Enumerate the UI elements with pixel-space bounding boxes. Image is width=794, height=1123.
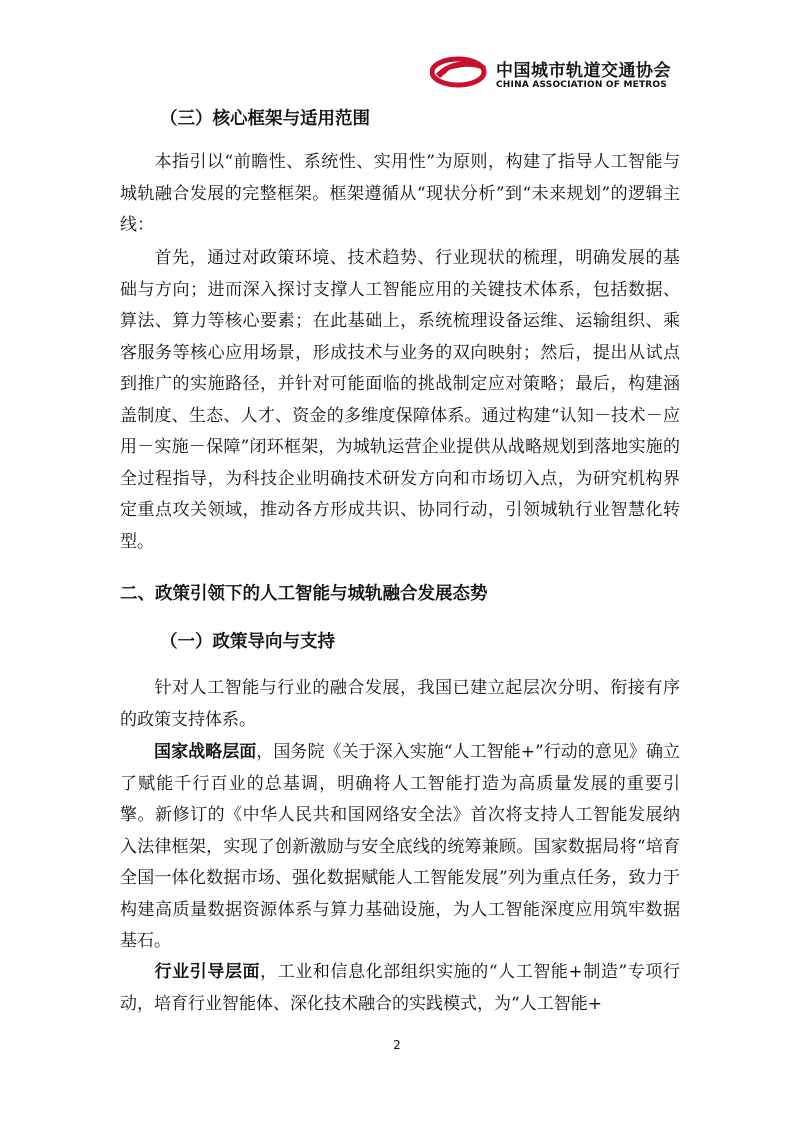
paragraph: 首先，通过对政策环境、技术趋势、行业现状的梳理，明确发展的基础与方向；进而深入探讨支撑人工智能应用的关键技术体系，包括数据、算法、算力等核心要素；在此基础上，系统梳理设备运维、运输组织、乘客服务等核心应用场景，形成技术与业务的双向映射；然后，提出从试点到推广的实施路径，并针对可能面临的挑战制定应对策略；最后，构建涵盖制度、生态、人才、资金的多维度保障体系。通过构建“认知－技术－应用－实施－保障”闭环框架，为城轨运营企业提供从战略规划到落地实施的全过程指导，为科技企业明确技术研发方向和市场切入点，为研究机构界定重点攻关领域，推动各方形成共识、协同行动，引领城轨行业智慧化转型。 (120, 248, 680, 552)
section-heading-policy: （一）政策导向与支持 (160, 632, 335, 652)
paragraph: 行业引导层面，工业和信息化部组织实施的“人工智能+制造”专项行动，培育行业智能体、深化技术融合的实践模式，为“人工智能+ (120, 962, 681, 1014)
org-name-cn: 中国城市轨道交通协会 (496, 61, 671, 81)
paragraph: 国家战略层面，国务院《关于深入实施“人工智能+”行动的意见》确立了赋能千行百业的总基调，明确将人工智能打造为高质量发展的重要引擎。新修订的《中华人民共和国网络安全法》首次将支持人工智能发展纳入法律框架，实现了创新激励与安全底线的统筹兼顾。国家数据局将“培育全国一体化数据市场、强化数据赋能人工智能发展”列为重点任务，致力于构建高质量数据资源体系与算力基础设施，为人工智能深度应用筑牢数据基石。 (120, 742, 681, 951)
chapter-heading: 二、政策引领下的人工智能与城轨融合发展态势 (120, 584, 488, 604)
cam-logo-icon (430, 50, 490, 90)
paragraph: 本指引以“前瞻性、系统性、实用性”为原则，构建了指导人工智能与城轨融合发展的完整框架。框架遵循从“现状分析”到“未来规划”的逻辑主线： (120, 152, 680, 235)
lead-term: 国家战略层面 (154, 742, 257, 762)
page-number: 2 (393, 1038, 401, 1052)
lead-term: 行业引导层面 (154, 962, 261, 982)
org-name-en: CHINA ASSOCIATION OF METROS (496, 80, 667, 90)
header-logo (430, 50, 680, 96)
paragraph: 针对人工智能与行业的融合发展，我国已建立起层次分明、衔接有序的政策支持体系。 (120, 678, 680, 730)
section-heading-core-framework: （三）核心框架与适用范围 (160, 109, 370, 129)
